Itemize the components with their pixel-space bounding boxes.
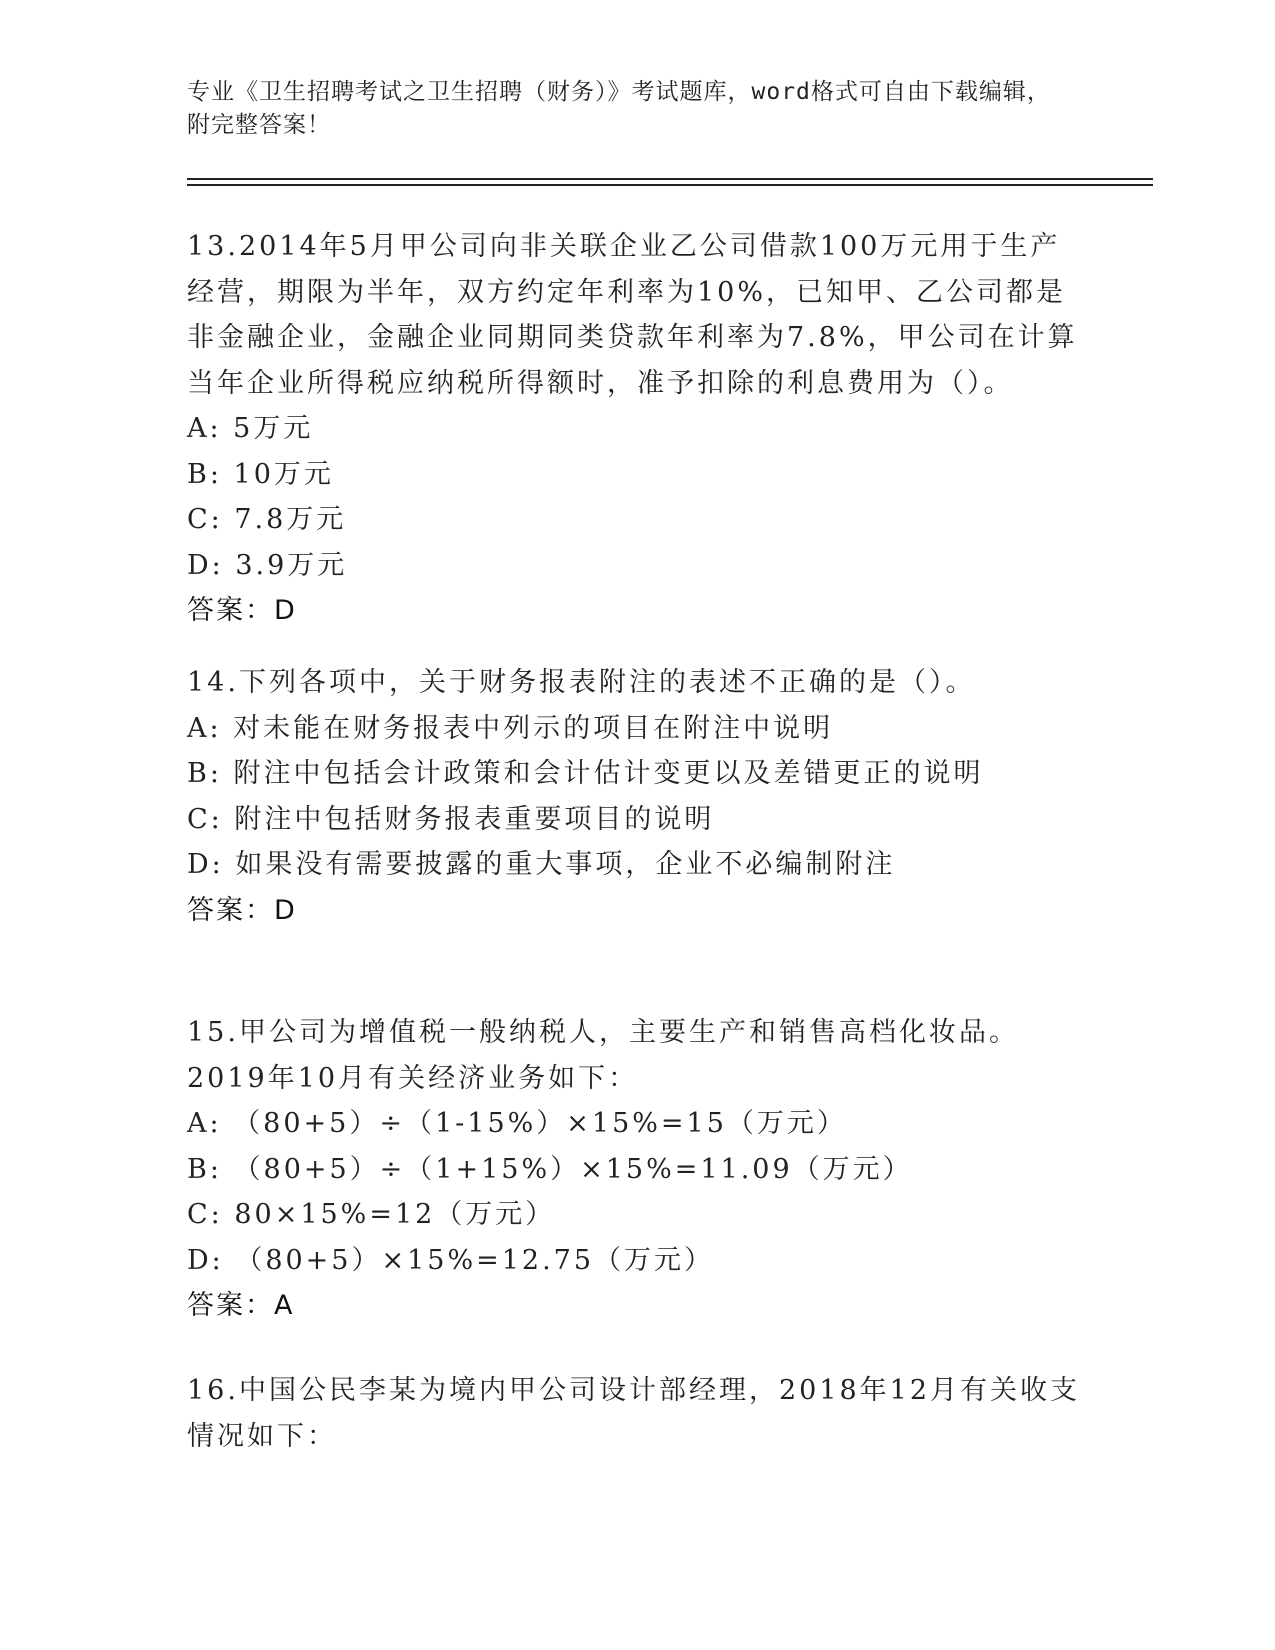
answer-label: 答案：A <box>187 1290 295 1321</box>
option-b: B: 10万元 <box>187 458 334 490</box>
answer-label: 答案：D <box>187 595 297 626</box>
question-text: 14.下列各项中，关于财务报表附注的表述不正确的是（）。 <box>187 667 976 698</box>
answer-label: 答案：D <box>187 894 297 926</box>
question-text: 15.甲公司为增值税一般纳税人，主要生产和销售高档化妆品。2019年10月有关经济业务如下： <box>187 1017 1019 1094</box>
option-c: C: 80×15%=12（万元） <box>187 1199 556 1230</box>
question-14 <box>187 660 1087 933</box>
option-d: D: 如果没有需要披露的重大事项，企业不必编制附注 <box>187 849 896 880</box>
option-c: C: 附注中包括财务报表重要项目的说明 <box>187 803 715 835</box>
question-13 <box>187 224 1087 634</box>
document-header: 专业《卫生招聘考试之卫生招聘（财务）》考试题库，word格式可自由下载编辑，附完整答案！ <box>187 79 1051 138</box>
header-divider-line <box>187 178 1153 180</box>
option-a: A: 5万元 <box>187 413 314 444</box>
header-divider-line <box>187 184 1153 186</box>
option-a: A: 对未能在财务报表中列示的项目在附注中说明 <box>187 712 834 744</box>
option-a: A: （80+5）÷（1-15%）×15%=15（万元） <box>187 1108 847 1139</box>
question-text: 13.2014年5月甲公司向非关联企业乙公司借款100万元用于生产经营，期限为半年，双方约定年利率为10%，已知甲、乙公司都是非金融企业，金融企业同期同类贷款年利率为7.8%，甲公司在计算当年企业所得税应纳税所得额时，准予扣除的利息费用为（）。 <box>187 231 1078 399</box>
option-d: D: 3.9万元 <box>187 549 348 581</box>
question-15 <box>187 1010 1087 1329</box>
option-b: B: 附注中包括会计政策和会计估计变更以及差错更正的说明 <box>187 758 984 789</box>
question-text: 16.中国公民李某为境内甲公司设计部经理，2018年12月有关收支情况如下： <box>187 1375 1081 1452</box>
question-16 <box>187 1368 1087 1459</box>
option-d: D: （80+5）×15%=12.75（万元） <box>187 1244 715 1276</box>
option-c: C: 7.8万元 <box>187 504 347 535</box>
option-b: B: （80+5）÷（1+15%）×15%=11.09（万元） <box>187 1153 913 1185</box>
